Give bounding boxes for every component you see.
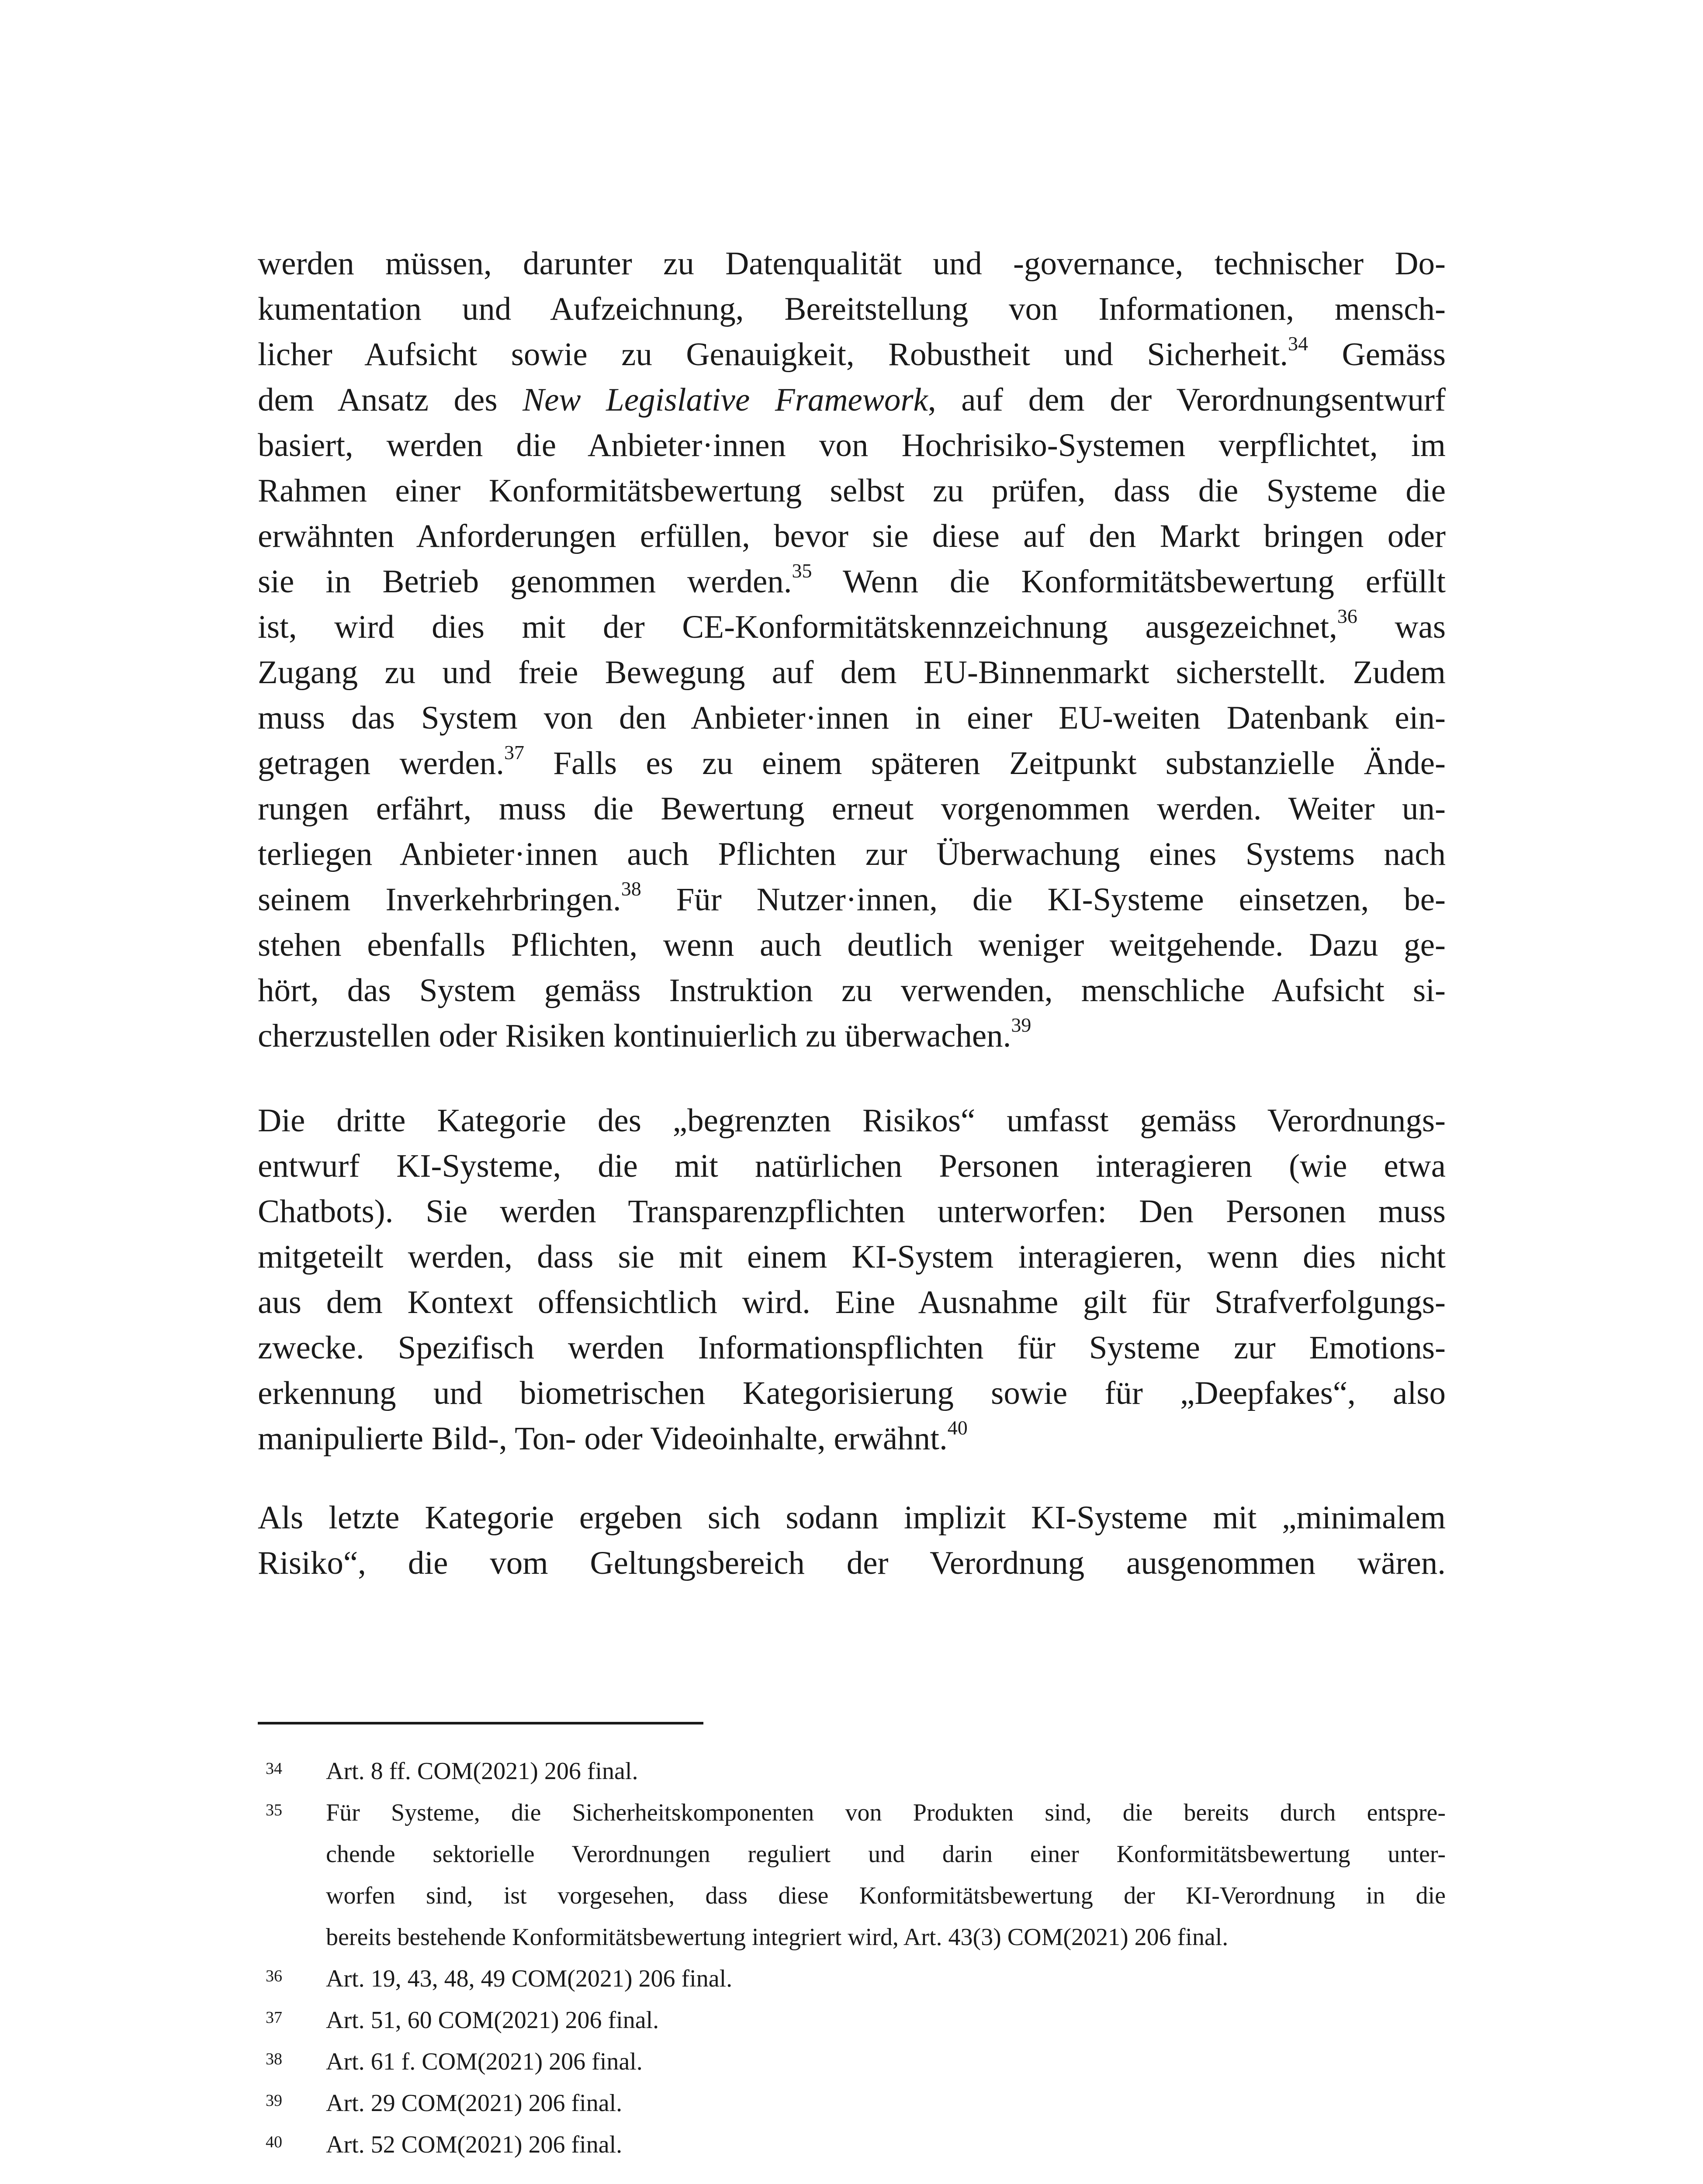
- text-line: getragen werden.$^{37}$ Falls es zu einem späteren Zeitpunkt substanzielle Ände-: [258, 741, 1446, 781]
- text-line: Die dritte Kategorie des „begrenzten Risikos“ umfasst gemäss Verordnungs-: [258, 1102, 1446, 1139]
- footnote-37: [258, 2000, 1446, 2041]
- footnote-number: 37: [266, 2008, 282, 2027]
- footnote-text: Art. 29 COM(2021) 206 final.: [326, 2090, 623, 2117]
- text-line: stehen ebenfalls Pflichten, wenn auch deutlich weniger weitgehende. Dazu ge-: [258, 927, 1446, 963]
- footnote-text: Art. 51, 60 COM(2021) 206 final.: [326, 2007, 659, 2034]
- text-line: Rahmen einer Konformitätsbewertung selbst zu prüfen, dass die Systeme die: [258, 473, 1446, 509]
- footnote-35: [258, 1792, 1446, 1958]
- text-line: manipulierte Bild-, Ton- oder Videoinhalte, erwähnt.$^{40}$: [258, 1417, 968, 1457]
- footnote-separator: [258, 1722, 703, 1724]
- text-line: Chatbots). Sie werden Transparenzpflichten unterworfen: Den Personen muss: [258, 1193, 1446, 1230]
- italic-term: New Legislative Framework: [523, 382, 928, 418]
- text-line: muss das System von den Anbieter·innen in einer EU-weiten Datenbank ein-: [258, 700, 1446, 736]
- footnote-ref-39[interactable]: 39: [1011, 1014, 1031, 1036]
- footnote-text: Art. 8 ff. COM(2021) 206 final.: [326, 1758, 638, 1785]
- text-line: rungen erfährt, muss die Bewertung erneut vorgenommen werden. Weiter un-: [258, 791, 1446, 827]
- footnote-number: 40: [266, 2133, 282, 2151]
- footnote-ref-36[interactable]: 36: [1337, 605, 1357, 627]
- footnote-text: Art. 61 f. COM(2021) 206 final.: [326, 2048, 643, 2075]
- text-line: cherzustellen oder Risiken kontinuierlich zu überwachen.$^{39}$: [258, 1014, 1031, 1054]
- footnote-38: [258, 2041, 1446, 2083]
- footnote-number: 36: [266, 1967, 282, 1985]
- text-line: seinem Inverkehrbringen.$^{38}$ Für Nutzer·innen, die KI-Systeme einsetzen, be-: [258, 878, 1446, 918]
- footnotes: [258, 1751, 1446, 2166]
- paragraph-2: [258, 1098, 1446, 1462]
- footnote-36: [258, 1958, 1446, 2000]
- footnote-ref-38[interactable]: 38: [621, 878, 641, 900]
- footnote-text: chende sektorielle Verordnungen reguliert und darin einer Konformitätsbewertung unter-: [326, 1841, 1446, 1868]
- footnote-text: Art. 19, 43, 48, 49 COM(2021) 206 final.: [326, 1965, 733, 1992]
- footnote-text: Art. 52 COM(2021) 206 final.: [326, 2131, 623, 2158]
- text-line: kumentation und Aufzeichnung, Bereitstellung von Informationen, mensch-: [258, 291, 1446, 327]
- text-line: werden müssen, darunter zu Datenqualität und -governance, technischer Do-: [258, 245, 1446, 282]
- footnote-number: 35: [266, 1801, 282, 1819]
- text-line: erwähnten Anforderungen erfüllen, bevor sie diese auf den Markt bringen oder: [258, 518, 1446, 554]
- text-line: erkennung und biometrischen Kategorisierung sowie für „Deepfakes“, also: [258, 1375, 1446, 1411]
- text-line: entwurf KI-Systeme, die mit natürlichen Personen interagieren (wie etwa: [258, 1148, 1446, 1184]
- paragraph-3: [258, 1495, 1446, 1586]
- footnote-ref-34[interactable]: 34: [1288, 332, 1308, 355]
- footnote-number: 34: [266, 1759, 282, 1778]
- text-line: sie in Betrieb genommen werden.$^{35}$ Wenn die Konformitätsbewertung erfüllt: [258, 560, 1446, 600]
- text-line: hört, das System gemäss Instruktion zu verwenden, menschliche Aufsicht si-: [258, 972, 1446, 1009]
- text-line: aus dem Kontext offensichtlich wird. Eine Ausnahme gilt für Strafverfolgungs-: [258, 1284, 1446, 1320]
- footnote-text: Für Systeme, die Sicherheitskomponenten von Produkten sind, die bereits durch entspre-: [326, 1799, 1446, 1826]
- text-line: basiert, werden die Anbieter·innen von Hochrisiko-Systemen verpflichtet, im: [258, 427, 1446, 463]
- footnote-34: [258, 1751, 1446, 1792]
- text-line: zwecke. Spezifisch werden Informationspflichten für Systeme zur Emotions-: [258, 1330, 1446, 1366]
- text-line: Als letzte Kategorie ergeben sich sodann implizit KI-Systeme mit „minimalem: [258, 1500, 1446, 1536]
- text-line: Risiko“, die vom Geltungsbereich der Verordnung ausgenommen wären.: [258, 1545, 1446, 1581]
- paragraph-1: [258, 241, 1446, 1059]
- text-line: licher Aufsicht sowie zu Genauigkeit, Robustheit und Sicherheit.$^{34}$ Gemäss: [258, 332, 1446, 373]
- footnote-ref-35[interactable]: 35: [792, 560, 812, 582]
- footnote-number: 38: [266, 2050, 282, 2068]
- footnote-text: worfen sind, ist vorgesehen, dass diese Konformitätsbewertung der KI-Verordnung in die: [326, 1882, 1446, 1909]
- footnote-40: [258, 2124, 1446, 2166]
- text-line: dem Ansatz des New Legislative Framework, auf dem der Verordnungsentwurf: [258, 382, 1446, 418]
- text-line: mitgeteilt werden, dass sie mit einem KI-System interagieren, wenn dies nicht: [258, 1239, 1446, 1275]
- footnote-39: [258, 2083, 1446, 2124]
- footnote-ref-37[interactable]: 37: [504, 741, 524, 764]
- footnote-ref-40[interactable]: 40: [947, 1417, 968, 1439]
- text-line: ist, wird dies mit der CE-Konformitätskennzeichnung ausgezeichnet,$^{36}$ was: [258, 605, 1446, 645]
- footnote-text: bereits bestehende Konformitätsbewertung integriert wird, Art. 43(3) COM(2021) 206 final.: [326, 1924, 1229, 1951]
- text-line: Zugang zu und freie Bewegung auf dem EU-Binnenmarkt sicherstellt. Zudem: [258, 654, 1446, 691]
- footnote-number: 39: [266, 2091, 282, 2110]
- text-line: terliegen Anbieter·innen auch Pflichten zur Überwachung eines Systems nach: [258, 836, 1446, 872]
